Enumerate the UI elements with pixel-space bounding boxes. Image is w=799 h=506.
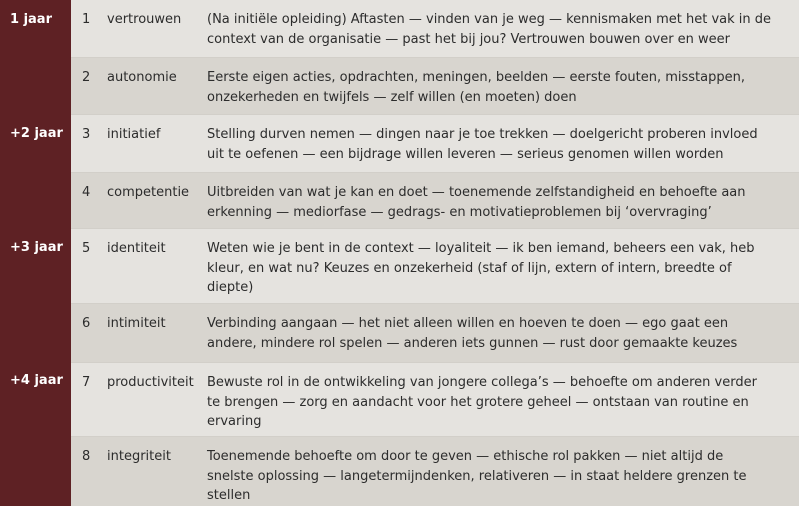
phase-number: 6 (82, 316, 91, 331)
table-row (71, 303, 799, 362)
phase-name: autonomie (107, 70, 177, 85)
table-row (71, 114, 799, 172)
table-row (71, 228, 799, 303)
table-row (71, 362, 799, 436)
table-row (71, 57, 799, 114)
phase-number: 4 (82, 185, 91, 200)
phase-name: identiteit (107, 241, 166, 256)
table-row (71, 172, 799, 228)
phase-description: Toenemende behoefte om door te geven — ethische rol pakken — niet altijd de snelste oplossing — langetermijndenken, relativeren — in staat heldere grenzen te stellen (207, 449, 747, 503)
phase-name: vertrouwen (107, 12, 182, 27)
period-label-2: +2 jaar (10, 126, 63, 141)
phase-name: intimiteit (107, 316, 166, 331)
phase-description: Bewuste rol in de ontwikkeling van jongere collega’s — behoefte om anderen verder te brengen — zorg en aandacht voor het grotere geheel — ontstaan van routine en ervaring (207, 375, 757, 429)
phase-description: Weten wie je bent in de context — loyaliteit — ik ben iemand, beheers een vak, heb kleur, en wat nu? Keuzes en onzekerheid (staf of lijn, extern of intern, breedte of diepte) (207, 241, 755, 295)
phase-name: productiviteit (107, 375, 194, 390)
phase-number: 7 (82, 375, 91, 390)
phase-number: 5 (82, 241, 91, 256)
phase-name: integriteit (107, 449, 171, 464)
phase-number: 3 (82, 127, 91, 142)
phase-description: Uitbreiden van wat je kan en doet — toenemende zelfstandigheid en behoefte aan erkenning — mediorfase — gedrags- en motivatieproblemen bij ‘overvraging’ (207, 185, 746, 220)
period-label-1: 1 jaar (10, 12, 52, 27)
phases-list (71, 0, 799, 506)
phase-description: Verbinding aangaan — het niet alleen willen en hoeven te doen — ego gaat een andere, mindere rol spelen — anderen iets gunnen — rust door gemaakte keuzes (207, 316, 738, 351)
phase-number: 2 (82, 70, 91, 85)
phase-description: (Na initiële opleiding) Aftasten — vinden van je weg — kennismaken met het vak in de context van de organisatie — past het bij jou? Vertrouwen bouwen over en weer (207, 12, 771, 47)
period-label-3: +3 jaar (10, 240, 63, 255)
phase-number: 8 (82, 449, 91, 464)
phase-description: Stelling durven nemen — dingen naar je toe trekken — doelgericht proberen invloed uit te oefenen — een bijdrage willen leveren — serieus genomen willen worden (207, 127, 758, 162)
table-row (71, 436, 799, 506)
period-label-4: +4 jaar (10, 373, 63, 388)
table-row (71, 0, 799, 57)
phase-name: initiatief (107, 127, 161, 142)
phase-name: competentie (107, 185, 190, 200)
phase-number: 1 (82, 12, 91, 27)
phase-description: Eerste eigen acties, opdrachten, meningen, beelden — eerste fouten, misstappen, onzekerheden en twijfels — zelf willen (en moeten) doen (207, 70, 745, 105)
